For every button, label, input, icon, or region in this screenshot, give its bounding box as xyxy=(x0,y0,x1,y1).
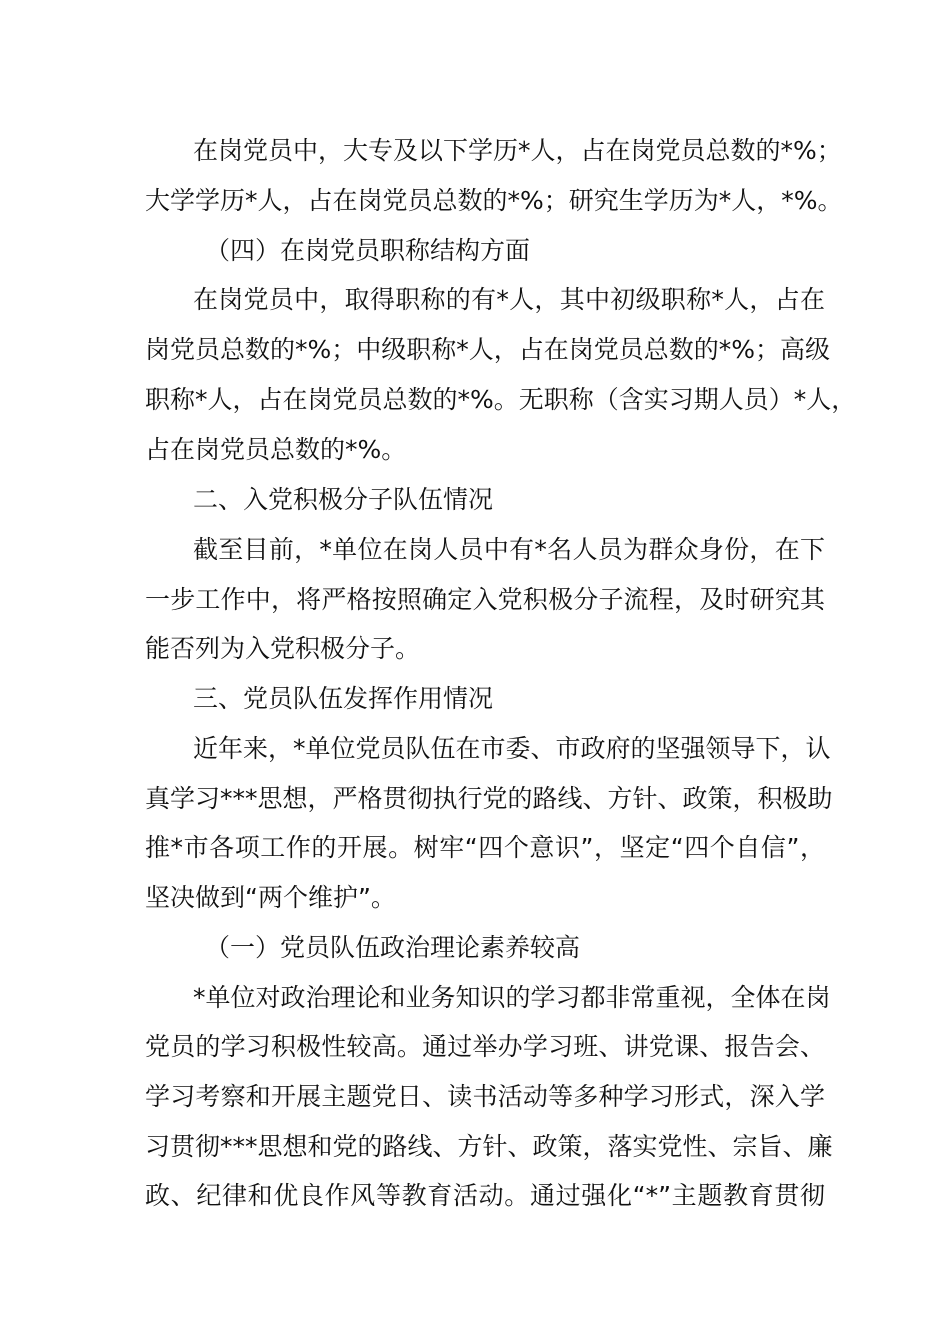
paragraph-line: 政、纪律和优良作风等教育活动。通过强化“*”主题教育贯彻 xyxy=(145,1181,825,1210)
paragraph-line: 党员的学习积极性较高。通过举办学习班、讲党课、报告会、 xyxy=(145,1032,825,1061)
paragraph-line: 在岗党员中，大专及以下学历*人，占在岗党员总数的*%； xyxy=(193,136,842,165)
paragraph-line: 学习考察和开展主题党日、读书活动等多种学习形式，深入学 xyxy=(145,1082,825,1111)
section-heading: （一）党员队伍政治理论素养较高 xyxy=(205,933,581,962)
paragraph-line: 岗党员总数的*%；中级职称*人，占在岗党员总数的*%；高级 xyxy=(145,335,831,364)
paragraph-line: 真学习***思想，严格贯彻执行党的路线、方针、政策，积极助 xyxy=(145,784,833,813)
paragraph-line: 大学学历*人，占在岗党员总数的*%；研究生学历为*人，*%。 xyxy=(145,186,843,215)
section-heading: 三、党员队伍发挥作用情况 xyxy=(193,684,494,713)
paragraph-line: 占在岗党员总数的*%。 xyxy=(145,435,407,464)
section-heading: 二、入党积极分子队伍情况 xyxy=(193,485,494,514)
paragraph-line: 习贯彻***思想和党的路线、方针、政策，落实党性、宗旨、廉 xyxy=(145,1132,833,1161)
paragraph-line: *单位对政治理论和业务知识的学习都非常重视，全体在岗 xyxy=(193,983,831,1012)
paragraph-line: 近年来，*单位党员队伍在市委、市政府的坚强领导下，认 xyxy=(193,734,831,763)
paragraph-line: 职称*人，占在岗党员总数的*%。无职称（含实习期人员）*人， xyxy=(145,385,857,414)
paragraph-line: 在岗党员中，取得职称的有*人，其中初级职称*人，占在 xyxy=(193,285,825,314)
paragraph-line: 能否列为入党积极分子。 xyxy=(145,634,421,663)
paragraph-line: 坚决做到“两个维护”。 xyxy=(145,883,396,912)
section-heading: （四）在岗党员职称结构方面 xyxy=(205,236,531,265)
paragraph-line: 推*市各项工作的开展。树牢“四个意识”，坚定“四个自信”， xyxy=(145,833,825,862)
paragraph-line: 截至目前，*单位在岗人员中有*名人员为群众身份，在下 xyxy=(193,535,825,564)
paragraph-line: 一步工作中，将严格按照确定入党积极分子流程，及时研究其 xyxy=(145,585,825,614)
